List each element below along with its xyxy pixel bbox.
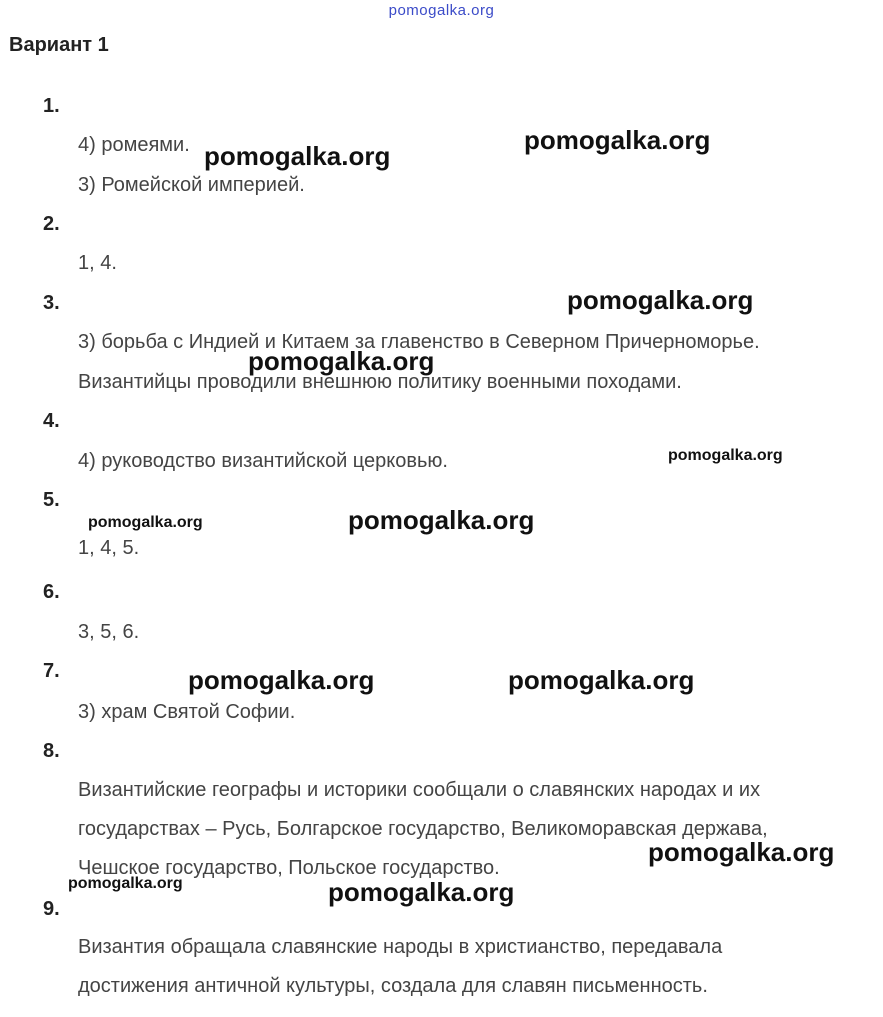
answer-number-1: 1. — [43, 95, 60, 117]
answer-1-line-1: 4) ромеями. — [78, 134, 190, 156]
answer-2-line-1: 1, 4. — [78, 252, 117, 274]
watermark: pomogalka.org — [204, 141, 391, 171]
watermark: pomogalka.org — [248, 346, 435, 376]
watermark: pomogalka.org — [188, 665, 375, 695]
answer-number-9: 9. — [43, 898, 60, 920]
answer-8-line-3: Чешское государство, Польское государство. — [78, 857, 500, 879]
answer-number-8: 8. — [43, 740, 60, 762]
answer-number-6: 6. — [43, 581, 60, 603]
answer-1-line-2: 3) Ромейской империей. — [78, 174, 305, 196]
site-header-link[interactable]: pomogalka.org — [388, 2, 495, 19]
answer-number-4: 4. — [43, 410, 60, 432]
answer-number-3: 3. — [43, 292, 60, 314]
watermark: pomogalka.org — [648, 837, 835, 867]
watermark: pomogalka.org — [508, 665, 695, 695]
answer-8-line-2: государствах – Русь, Болгарское государство, Великоморавская держава, — [78, 818, 768, 840]
variant-title: Вариант 1 — [9, 34, 109, 56]
answer-number-7: 7. — [43, 660, 60, 682]
answer-4-line-1: 4) руководство византийской церковью. — [78, 450, 448, 472]
watermark: pomogalka.org — [68, 875, 183, 892]
answer-5-line-1: 1, 4, 5. — [78, 537, 140, 559]
answer-9-line-2: достижения античной культуры, создала для славян письменность. — [78, 975, 708, 997]
watermark: pomogalka.org — [348, 505, 535, 535]
answer-6-line-1: 3, 5, 6. — [78, 621, 140, 643]
watermark: pomogalka.org — [567, 285, 754, 315]
watermark: pomogalka.org — [524, 125, 711, 155]
answer-7-line-1: 3) храм Святой Софии. — [78, 701, 296, 723]
watermark: pomogalka.org — [328, 877, 515, 907]
answer-number-5: 5. — [43, 489, 60, 511]
answer-3-line-2: Византийцы проводили внешнюю политику военными походами. — [78, 371, 682, 393]
answer-8-line-1: Византийские географы и историки сообщали о славянских народах и их — [78, 779, 761, 801]
answer-number-2: 2. — [43, 213, 60, 235]
watermark: pomogalka.org — [668, 447, 783, 464]
watermark: pomogalka.org — [88, 514, 203, 531]
answer-9-line-1: Византия обращала славянские народы в христианство, передавала — [78, 936, 723, 958]
answer-3-line-1: 3) борьба с Индией и Китаем за главенство в Северном Причерноморье. — [78, 331, 760, 353]
